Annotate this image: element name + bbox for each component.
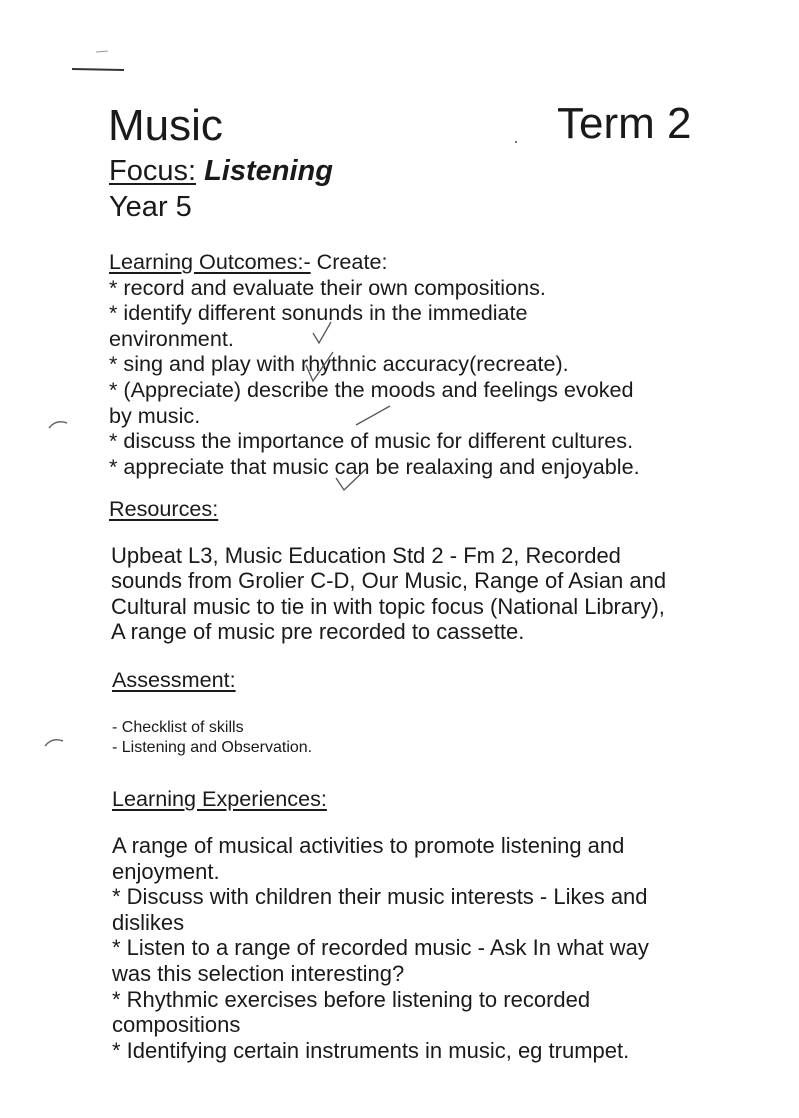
learning-outcomes-section (109, 249, 640, 479)
resources-heading: Resources: (109, 496, 219, 521)
learning-experiences-section (112, 833, 649, 1063)
learning-experiences-heading: Learning Experiences: (112, 786, 327, 811)
learning-outcomes-lead: Create: (310, 249, 388, 274)
resources-line: sounds from Grolier C-D, Our Music, Range of Asian and (111, 568, 667, 594)
outcome-line: * discuss the importance of music for different cultures. (109, 428, 634, 454)
experience-line: * Discuss with children their music interests - Likes and (112, 884, 648, 910)
outcome-line: environment. (109, 325, 234, 351)
experience-line: * Rhythmic exercises before listening to recorded (112, 986, 591, 1012)
experience-line: * Identifying certain instruments in music, eg trumpet. (112, 1037, 630, 1063)
experience-line: compositions (112, 1012, 241, 1038)
resources-line: Cultural music to tie in with topic focus (National Library), (111, 593, 665, 619)
hole-punch-mark (49, 422, 67, 428)
focus-label: Focus: (109, 155, 197, 187)
focus-value: Listening (204, 155, 333, 187)
experience-line: dislikes (112, 909, 185, 935)
term-title: Term 2 (557, 99, 692, 148)
faint-scratch-mark (96, 51, 108, 52)
top-dash-mark (72, 69, 124, 70)
experience-line: * Listen to a range of recorded music - Ask In what way (112, 935, 649, 961)
experience-line: enjoyment. (112, 858, 220, 884)
resources-section (111, 543, 666, 645)
focus-line (109, 154, 333, 188)
experience-line: was this selection interesting? (112, 960, 405, 986)
resources-heading-wrap (109, 496, 218, 522)
learning-experiences-heading-wrap (112, 786, 327, 812)
assessment-heading-wrap (112, 667, 236, 693)
hole-punch-mark (45, 740, 63, 746)
outcome-line: * record and evaluate their own compositions. (109, 274, 546, 300)
resources-line: Upbeat L3, Music Education Std 2 - Fm 2, Recorded (111, 543, 621, 568)
outcome-line: * appreciate that music can be realaxing and enjoyable. (109, 453, 640, 479)
outcome-line: * (Appreciate) describe the moods and feelings evoked (109, 376, 634, 402)
subject-title: Music (108, 101, 223, 150)
year-level: Year 5 (109, 191, 192, 223)
outcome-line: * identify different sonunds in the immediate (109, 300, 528, 326)
assessment-section (112, 718, 312, 758)
resources-line: A range of music pre recorded to cassette. (111, 619, 525, 645)
experience-line: A range of musical activities to promote listening and (112, 833, 625, 858)
outcome-line: * sing and play with rhythnic accuracy(recreate). (109, 351, 569, 377)
learning-outcomes-heading: Learning Outcomes:- (109, 249, 311, 274)
assessment-line: - Checklist of skills (112, 719, 244, 736)
assessment-line: - Listening and Observation. (112, 739, 313, 756)
outcome-line: by music. (109, 402, 201, 428)
learning-outcomes-heading-line (109, 249, 640, 275)
assessment-heading: Assessment: (112, 667, 236, 692)
